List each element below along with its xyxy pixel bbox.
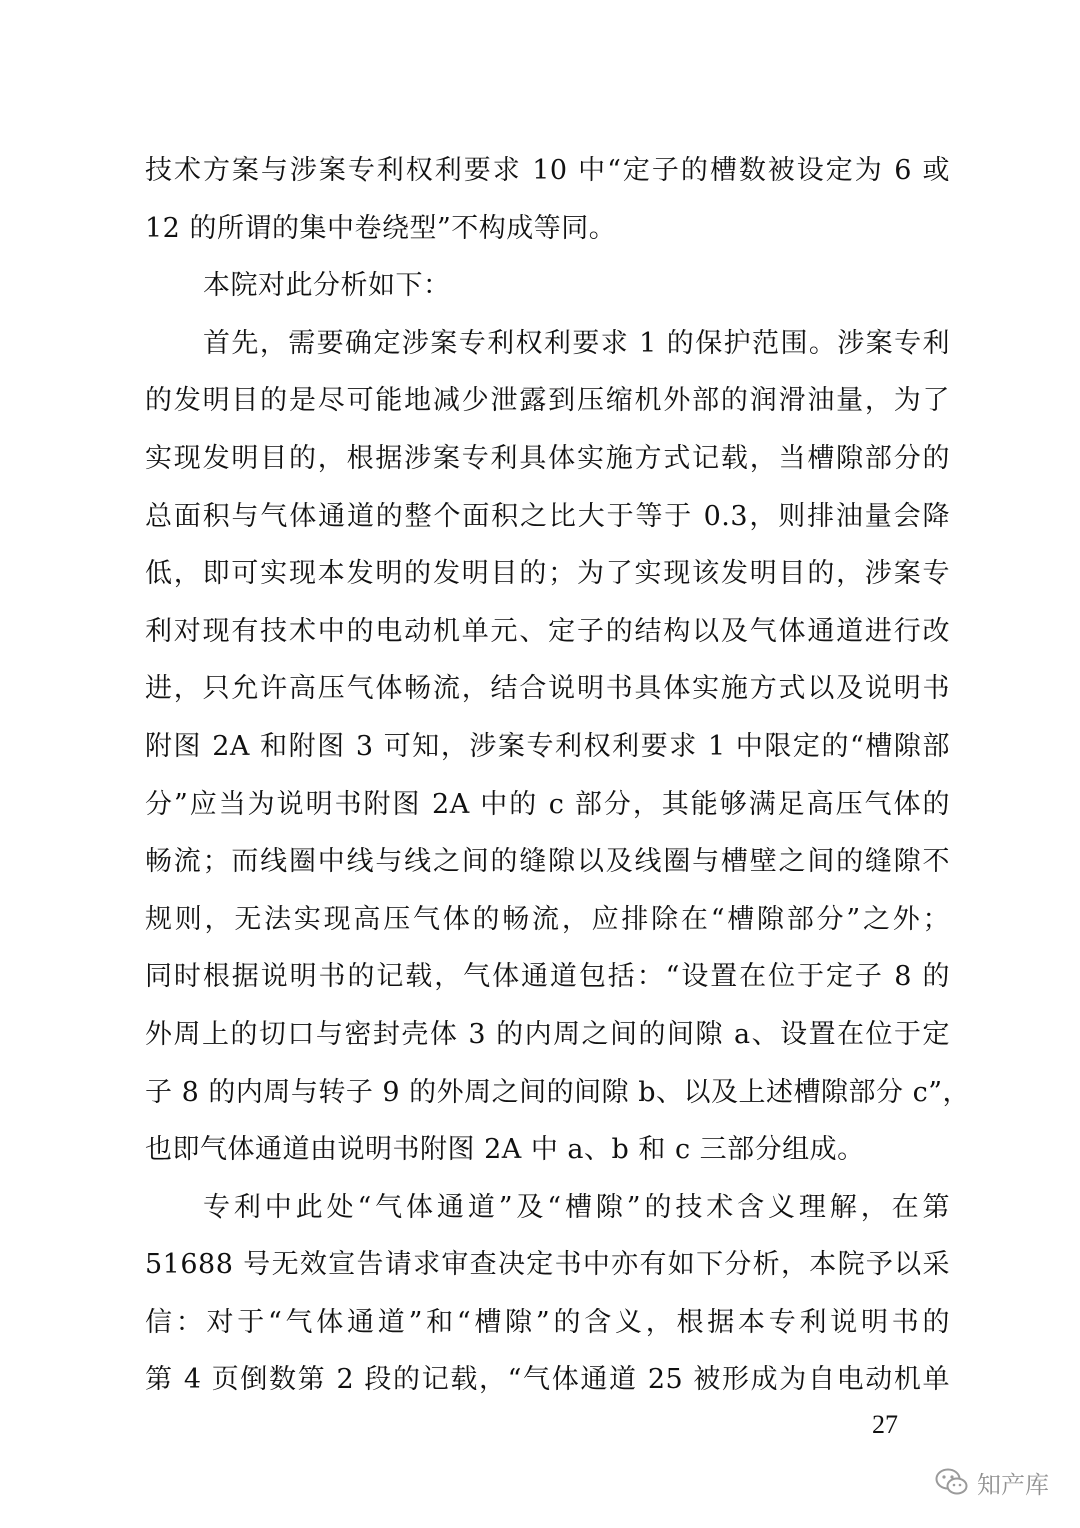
text-line-5: 的发明目的是尽可能地减少泄露到压缩机外部的润滑油量，为了 <box>145 385 950 417</box>
text-line-12: 分”应当为说明书附图 2A 中的 c 部分，其能够满足高压气体的 <box>145 788 950 820</box>
text-line-15: 同时根据说明书的记载，气体通道包括：“设置在位于定子 8 的 <box>145 961 950 993</box>
text-line-9: 利对现有技术中的电动机单元、定子的结构以及气体通道进行改 <box>145 615 950 647</box>
text-line-19: 专利中此处“气体通道”及“槽隙”的技术含义理解，在第 <box>203 1191 950 1223</box>
document-body <box>145 142 971 1409</box>
text-line-22: 第 4 页倒数第 2 段的记载，“气体通道 25 被形成为自电动机单 <box>145 1364 950 1396</box>
watermark-text: 知产库 <box>977 1470 1049 1499</box>
text-line-17: 子 8 的内周与转子 9 的外周之间的间隙 b、以及上述槽隙部分 c”， <box>145 1076 971 1108</box>
text-line-6: 实现发明目的，根据涉案专利具体实施方式记载，当槽隙部分的 <box>145 442 950 474</box>
text-line-7: 总面积与气体通道的整个面积之比大于等于 0.3，则排油量会降 <box>145 500 950 532</box>
text-line-1: 技术方案与涉案专利权利要求 10 中“定子的槽数被设定为 6 或 <box>145 155 950 186</box>
text-line-11: 附图 2A 和附图 3 可知，涉案专利权利要求 1 中限定的“槽隙部 <box>145 730 950 762</box>
text-line-3: 本院对此分析如下： <box>203 270 451 302</box>
text-line-10: 进，只允许高压气体畅流，结合说明书具体实施方式以及说明书 <box>145 673 950 705</box>
text-line-18: 也即气体通道由说明书附图 2A 中 a、b 和 c 三部分组成。 <box>145 1134 865 1166</box>
text-line-4: 首先，需要确定涉案专利权利要求 1 的保护范围。涉案专利 <box>203 327 950 359</box>
text-line-20: 51688 号无效宣告请求审查决定书中亦有如下分析，本院予以采 <box>145 1249 950 1281</box>
text-line-14: 规则，无法实现高压气体的畅流，应排除在“槽隙部分”之外； <box>145 903 950 935</box>
text-line-2: 12 的所谓的集中卷绕型”不构成等同。 <box>145 212 617 244</box>
text-line-8: 低，即可实现本发明的发明目的；为了实现该发明目的，涉案专 <box>145 558 950 590</box>
watermark <box>935 1462 1049 1502</box>
wechat-icon <box>935 1467 969 1497</box>
page-number: 27 <box>872 1410 898 1439</box>
text-line-16: 外周上的切口与密封壳体 3 的内周之间的间隙 a、设置在位于定 <box>145 1018 950 1050</box>
text-line-21: 信：对于“气体通道”和“槽隙”的含义，根据本专利说明书的 <box>145 1306 950 1338</box>
text-line-13: 畅流；而线圈中线与线之间的缝隙以及线圈与槽壁之间的缝隙不 <box>145 846 950 878</box>
